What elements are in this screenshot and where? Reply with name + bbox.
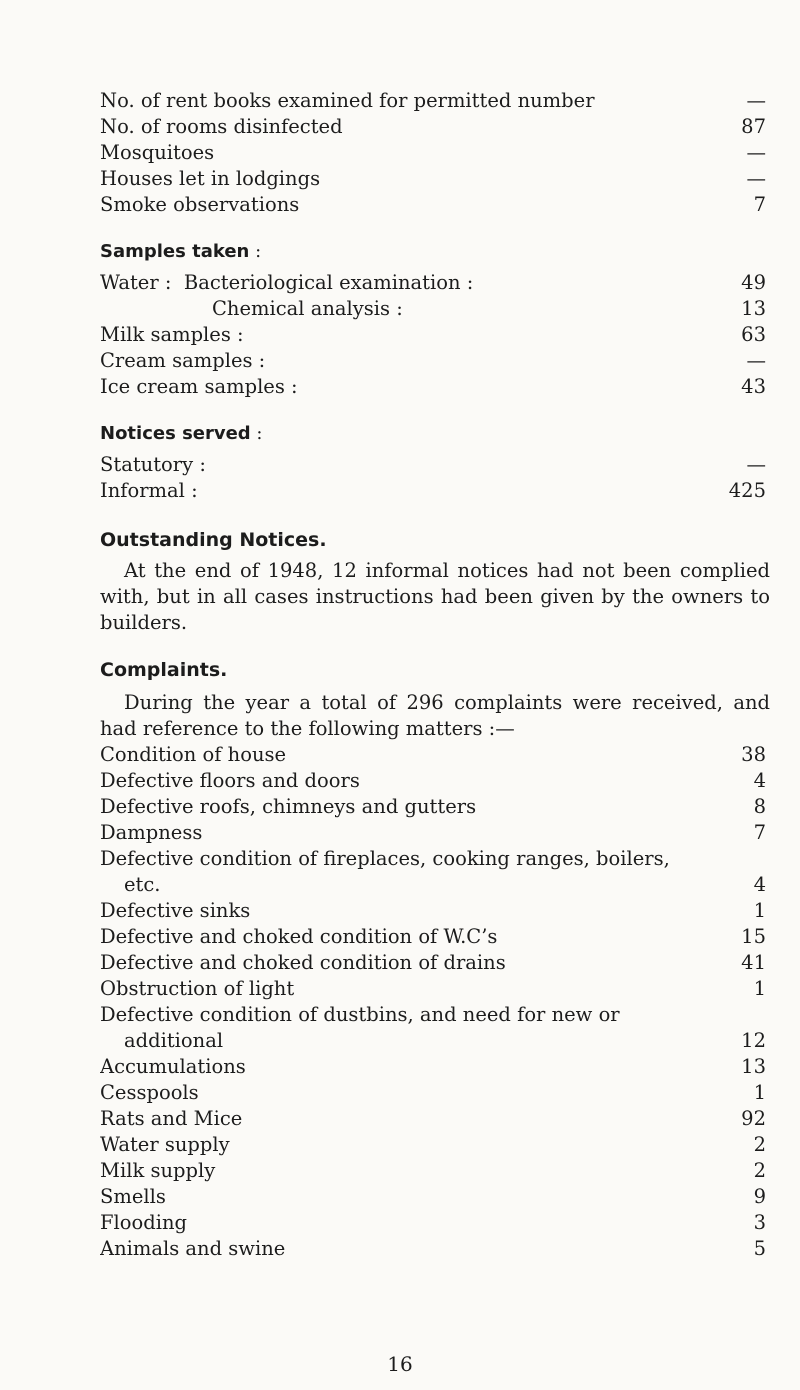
inspection-row: [100, 114, 770, 140]
complaint-row: Water supply 2: [100, 1133, 766, 1156]
row-label: Houses let in lodgings: [100, 166, 326, 192]
row-value: 49: [741, 271, 766, 294]
row-value: 87: [741, 115, 766, 138]
row-value: 425: [728, 479, 766, 502]
row-value: —: [746, 453, 766, 476]
outstanding-text: At the end of 1948, 12 informal notices had not been complied with, but in all cases instructions had been given by the owners to builders.: [100, 559, 770, 634]
sample-row-cream: [100, 348, 770, 374]
row-label: No. of rent books examined for permitted number: [100, 88, 601, 114]
complaint-row: etc. 4: [124, 873, 766, 896]
sample-row-chemical: [212, 296, 770, 322]
complaints-intro: [100, 690, 770, 742]
complaint-row: Smells 9: [100, 1185, 766, 1208]
sample-row-icecream: [100, 374, 770, 400]
complaints-intro-text: During the year a total of 296 complaints were received, and had reference to the following matters :—: [100, 691, 770, 740]
bact-label: Bacteriological examination :: [183, 271, 474, 294]
row-value: —: [746, 89, 766, 112]
inspection-row: [100, 88, 770, 114]
complaint-row: Cesspools 1: [100, 1081, 766, 1104]
samples-heading: Samples taken :: [100, 241, 262, 262]
notice-row-statutory: [100, 452, 770, 478]
sample-row-water: [100, 270, 770, 296]
page-number: 16: [387, 1352, 413, 1376]
complaint-row: Animals and swine 5: [100, 1237, 766, 1260]
notice-row-informal: [100, 478, 770, 504]
row-label: Milk samples :: [100, 322, 250, 348]
complaint-row: Milk supply 2: [100, 1159, 766, 1182]
inspection-row: [100, 166, 770, 192]
complaint-row: Dampness 7: [100, 821, 766, 844]
row-label: Chemical analysis :: [212, 296, 409, 322]
water-label: Water :: [100, 271, 172, 294]
complaint-row: Condition of house 38: [100, 743, 766, 766]
complaint-row: Obstruction of light 1: [100, 977, 766, 1000]
complaint-row: Accumulations 13: [100, 1055, 766, 1078]
complaint-row: Defective and choked condition of W.C’s 15: [100, 925, 766, 948]
outstanding-heading: Outstanding Notices.: [100, 529, 327, 551]
row-value: —: [746, 167, 766, 190]
row-label: No. of rooms disinfected: [100, 114, 349, 140]
row-label: Mosquitoes: [100, 140, 220, 166]
inspection-row: [100, 140, 770, 166]
row-value: 43: [741, 375, 766, 398]
row-value: 63: [741, 323, 766, 346]
complaints-heading: Complaints.: [100, 659, 228, 681]
sample-row-milk: [100, 322, 770, 348]
notices-heading: Notices served :: [100, 423, 263, 444]
complaint-row: Rats and Mice 92: [100, 1107, 766, 1130]
row-value: 13: [741, 297, 766, 320]
outstanding-paragraph: [100, 558, 770, 636]
complaint-row: Defective roofs, chimneys and gutters 8: [100, 795, 766, 818]
row-value: 7: [753, 193, 766, 216]
complaint-row: Defective sinks 1: [100, 899, 766, 922]
inspection-row: [100, 192, 770, 218]
row-label: Informal :: [100, 478, 204, 504]
complaint-row-label-line1: Defective condition of dustbins, and need for new or: [100, 1003, 620, 1026]
complaint-row: Defective and choked condition of drains 41: [100, 951, 766, 974]
complaint-row: Flooding 3: [100, 1211, 766, 1234]
complaint-row-label-line1: Defective condition of fireplaces, cooking ranges, boilers,: [100, 847, 670, 870]
row-label: Cream samples :: [100, 348, 271, 374]
row-label: Statutory :: [100, 452, 212, 478]
row-value: —: [746, 349, 766, 372]
row-value: —: [746, 141, 766, 164]
complaint-row: additional 12: [124, 1029, 766, 1052]
row-label: Smoke observations: [100, 192, 305, 218]
complaint-row: Defective floors and doors 4: [100, 769, 766, 792]
row-label: Ice cream samples :: [100, 374, 304, 400]
